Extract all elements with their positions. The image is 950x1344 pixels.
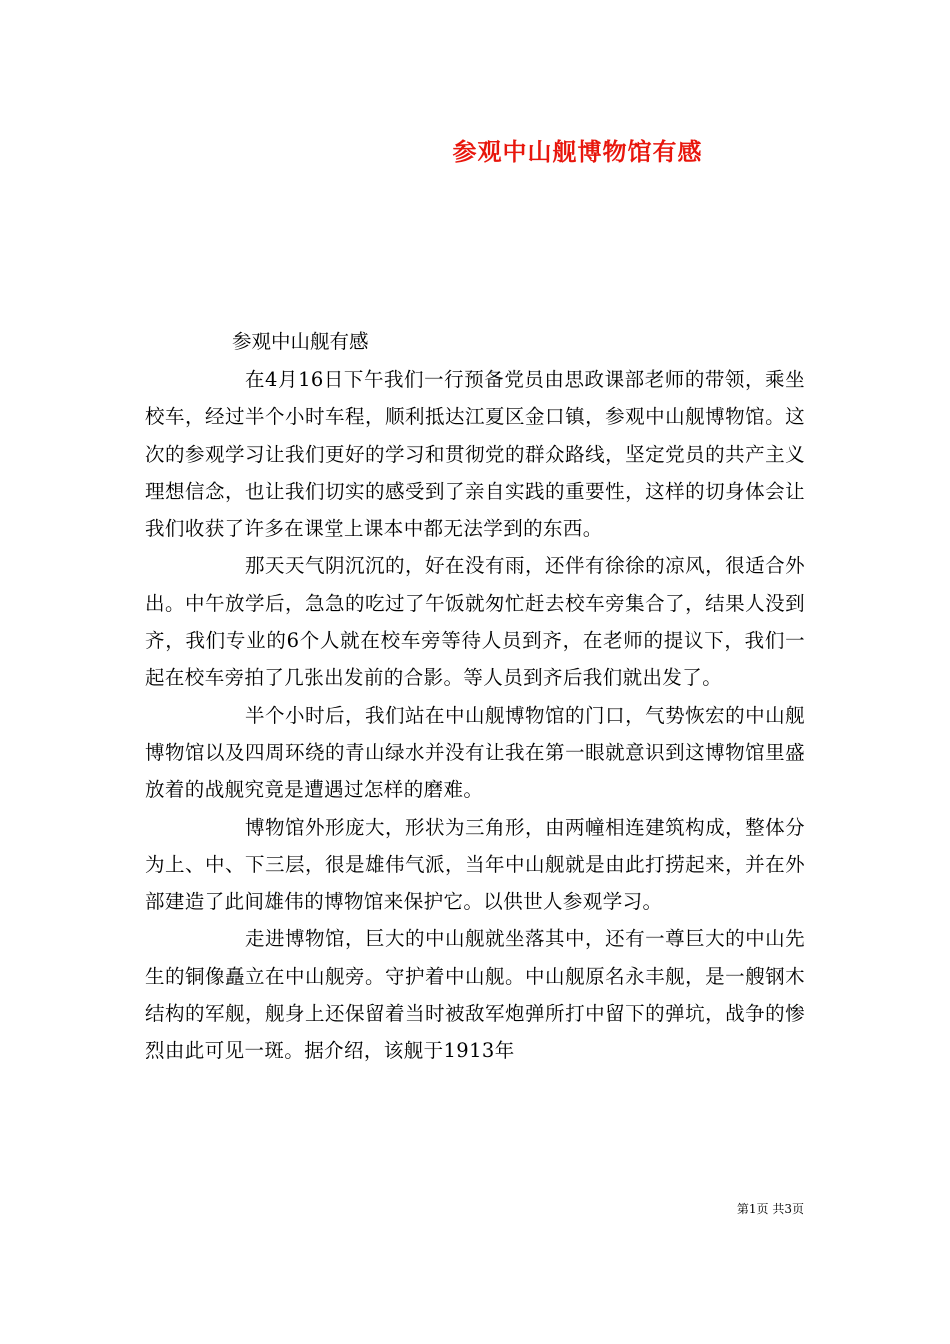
document-title: 参观中山舰博物馆有感 <box>452 137 703 166</box>
paragraph-3: 半个小时后，我们站在中山舰博物馆的门口，气势恢宏的中山舰博物馆以及四周环绕的青山绿水并没有让我在第一眼就意识到这博物馆里盛放着的战舰究竟是遭遇过怎样的磨难。 <box>145 703 805 802</box>
paragraph-1: 在4月16日下午我们一行预备党员由思政课部老师的带领，乘坐校车，经过半个小时车程，顺利抵达江夏区金口镇，参观中山舰博物馆。这次的参观学习让我们更好的学习和贯彻党的群众路线，坚定党员的共产主义理想信念，也让我们切实的感受到了亲自实践的重要性，这样的切身体会让我们收获了许多在课堂上课本中都无法学到的东西。 <box>145 368 805 541</box>
paragraph-2: 那天天气阴沉沉的，好在没有雨，还伴有徐徐的凉风，很适合外出。中午放学后，急急的吃过了午饭就匆忙赶去校车旁集合了，结果人没到齐，我们专业的6个人就在校车旁等待人员到齐，在老师的提议下，我们一起在校车旁拍了几张出发前的合影。等人员到齐后我们就出发了。 <box>145 554 805 690</box>
paragraph-5: 走进博物馆，巨大的中山舰就坐落其中，还有一尊巨大的中山先生的铜像矗立在中山舰旁。守护着中山舰。中山舰原名永丰舰，是一艘钢木结构的军舰，舰身上还保留着当时被敌军炮弹所打中留下的弹坑，战争的惨烈由此可见一斑。据介绍，该舰于1913年 <box>145 927 805 1063</box>
page-number-footer: 第1页 共3页 <box>736 1202 804 1216</box>
document-body <box>145 361 805 1070</box>
paragraph-4: 博物馆外形庞大，形状为三角形，由两幢相连建筑构成，整体分为上、中、下三层，很是雄伟气派，当年中山舰就是由此打捞起来，并在外部建造了此间雄伟的博物馆来保护它。以供世人参观学习。 <box>145 815 805 914</box>
document-subtitle: 参观中山舰有感 <box>232 330 369 353</box>
